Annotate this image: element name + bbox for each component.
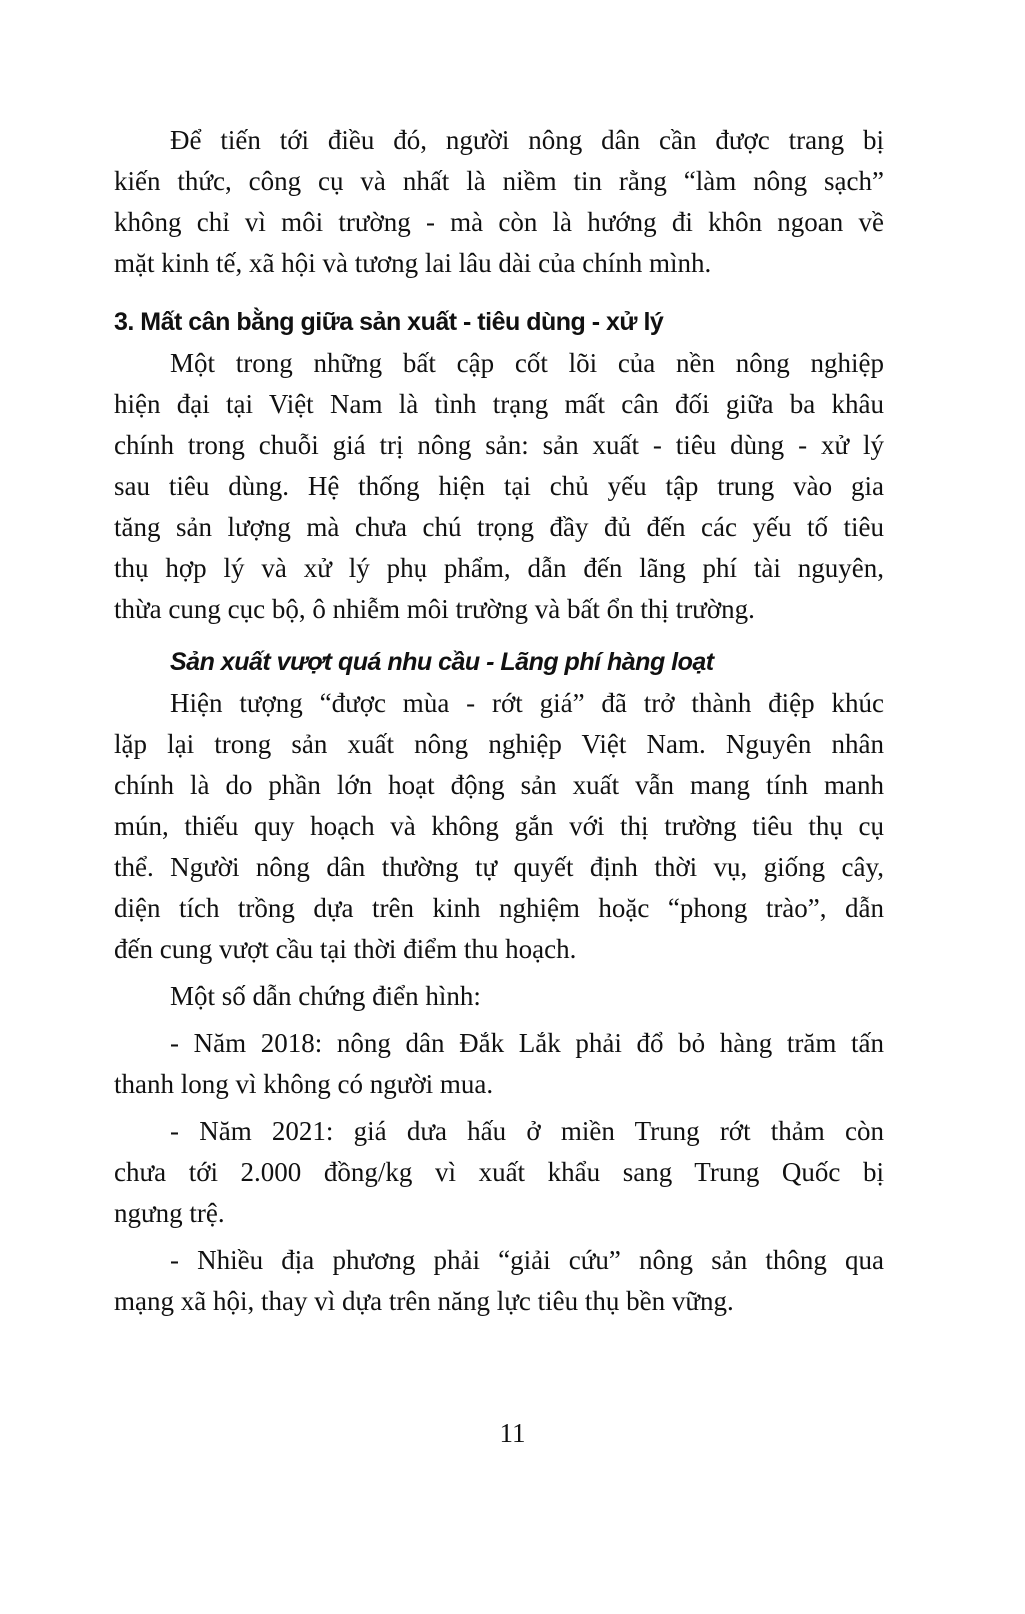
section-heading: 3. Mất cân bằng giữa sản xuất - tiêu dùng - xử lý [114, 308, 664, 336]
text-line: chính là do phần lớn hoạt động sản xuất vẫn mang tính manh [114, 770, 884, 800]
text-line: mặt kinh tế, xã hội và tương lai lâu dài của chính mình. [114, 248, 712, 278]
text-line: - Nhiều địa phương phải “giải cứu” nông sản thông qua [170, 1245, 884, 1275]
text-line: tăng sản lượng mà chưa chú trọng đầy đủ đến các yếu tố tiêu [114, 512, 884, 542]
text-line: không chỉ vì môi trường - mà còn là hướng đi khôn ngoan về [114, 207, 884, 237]
text-line: ngưng trệ. [114, 1198, 225, 1228]
bullet-item [114, 1023, 884, 1105]
text-line: mạng xã hội, thay vì dựa trên năng lực tiêu thụ bền vững. [114, 1286, 734, 1316]
text-line: thanh long vì không có người mua. [114, 1069, 494, 1099]
text-line: thừa cung cục bộ, ô nhiễm môi trường và bất ổn thị trường. [114, 594, 755, 624]
page-number: 11 [499, 1418, 526, 1448]
text-line: sau tiêu dùng. Hệ thống hiện tại chủ yếu tập trung vào gia [114, 471, 884, 501]
text-line: chưa tới 2.000 đồng/kg vì xuất khẩu sang Trung Quốc bị [114, 1157, 884, 1187]
book-page [114, 120, 884, 1322]
paragraph-intro [114, 120, 884, 284]
text-line: - Năm 2018: nông dân Đắk Lắk phải đổ bỏ hàng trăm tấn [170, 1028, 884, 1058]
text-line: Để tiến tới điều đó, người nông dân cần được trang bị [170, 125, 884, 155]
text-line: lặp lại trong sản xuất nông nghiệp Việt Nam. Nguyên nhân [114, 729, 884, 759]
evidence-intro: Một số dẫn chứng điển hình: [170, 981, 481, 1011]
text-line: mún, thiếu quy hoạch và không gắn với thị trường tiêu thụ cụ [114, 811, 884, 841]
subsection-heading: Sản xuất vượt quá nhu cầu - Lãng phí hàng loạt [170, 648, 714, 676]
text-line: đến cung vượt cầu tại thời điểm thu hoạch. [114, 934, 577, 964]
paragraph-overproduction [114, 683, 884, 970]
text-line: hiện đại tại Việt Nam là tình trạng mất cân đối giữa ba khâu [114, 389, 884, 419]
text-line: Hiện tượng “được mùa - rớt giá” đã trở thành điệp khúc [170, 688, 884, 718]
text-line: kiến thức, công cụ và nhất là niềm tin rằng “làm nông sạch” [114, 166, 884, 196]
bullet-item [114, 1111, 884, 1234]
text-line: diện tích trồng dựa trên kinh nghiệm hoặc “phong trào”, dẫn [114, 893, 884, 923]
text-line: thể. Người nông dân thường tự quyết định thời vụ, giống cây, [114, 852, 884, 882]
text-line: - Năm 2021: giá dưa hấu ở miền Trung rớt thảm còn [170, 1116, 884, 1146]
text-line: Một trong những bất cập cốt lõi của nền nông nghiệp [170, 348, 884, 378]
text-line: chính trong chuỗi giá trị nông sản: sản xuất - tiêu dùng - xử lý [114, 430, 884, 460]
text-line: thụ hợp lý và xử lý phụ phẩm, dẫn đến lãng phí tài nguyên, [114, 553, 884, 583]
paragraph-imbalance [114, 343, 884, 630]
bullet-item [114, 1240, 884, 1322]
